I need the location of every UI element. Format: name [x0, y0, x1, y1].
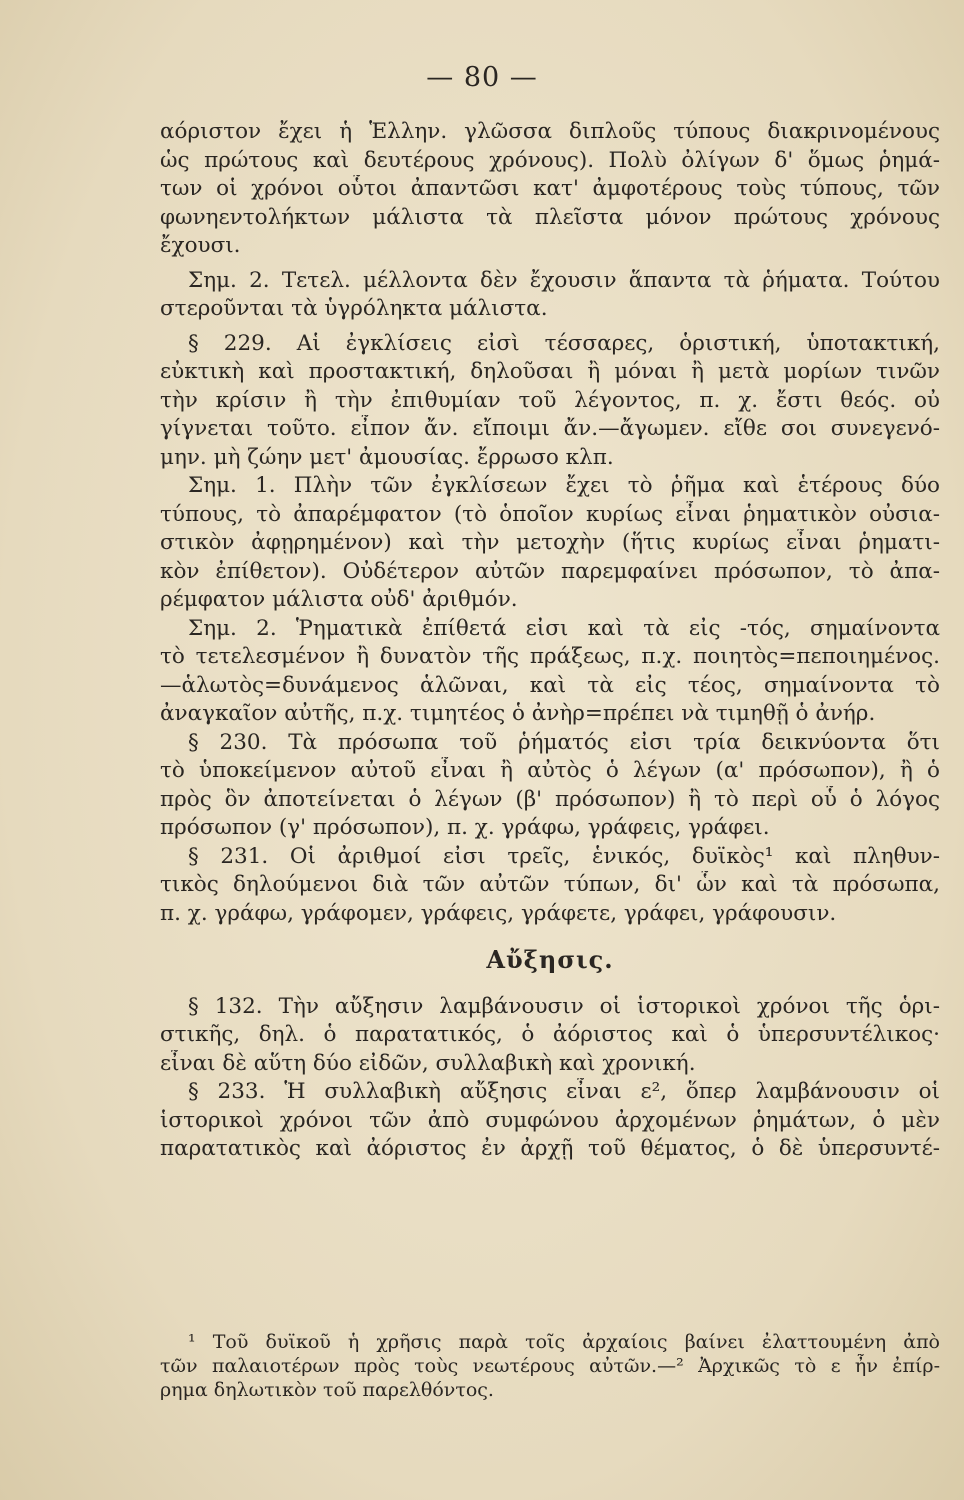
footnotes — [160, 1330, 940, 1402]
text-line: στικῆς, δηλ. ὁ παρατατικός, ὁ ἀόριστος καὶ ὁ ὑπερσυντέλικος· — [160, 1022, 940, 1047]
note-line: Σημ. 1. Πλὴν τῶν ἐγκλίσεων ἔχει τὸ ῥῆμα καὶ ἑτέρους δύο — [188, 473, 940, 498]
text-line: πρόσωπον (γ' πρόσωπον), π. χ. γράφω, γράφεις, γράφει. — [160, 815, 770, 840]
text-line: ἔχουσι. — [160, 233, 241, 258]
text-line: φωνηεντολήκτων μάλιστα τὰ πλεῖστα μόνον πρώτους χρόνους — [160, 204, 940, 230]
page-number: — 80 — — [426, 62, 538, 93]
text-line: μην. μὴ ζώην μετ' ἀμουσίας. ἔρρωσο κλπ. — [160, 444, 614, 470]
text-line: τύπους, τὸ ἀπαρέμφατον (τὸ ὁποῖον κυρίως εἶναι ῥηματικὸν οὐσια- — [160, 501, 940, 527]
text-line: π. χ. γράφω, γράφομεν, γράφεις, γράφετε, γράφει, γράφουσιν. — [160, 900, 837, 926]
section-229-line: § 229. Αἱ ἐγκλίσεις εἰσὶ τέσσαρες, ὁριστική, ὑποτακτική, — [188, 330, 940, 356]
text-line: εἶναι δὲ αὕτη δύο εἰδῶν, συλλαβικὴ καὶ χρονική. — [160, 1050, 696, 1076]
text-line: τὴν κρίσιν ἢ τὴν ἐπιθυμίαν τοῦ λέγοντος, π. χ. ἔστι θεός. οὐ — [160, 387, 940, 413]
section-132-line: § 132. Τὴν αὔξησιν λαμβάνουσιν οἱ ἱστορικοὶ χρόνοι τῆς ὁρι- — [188, 993, 940, 1019]
note-line: Σημ. 2. Ῥηματικὰ ἐπίθετά εἰσι καὶ τὰ εἰς -τός, σημαίνοντα — [188, 615, 940, 641]
text-line: κὸν ἐπίθετον). Οὐδέτερον αὐτῶν παρεμφαίνει πρόσωπον, τὸ ἀπα- — [160, 558, 940, 584]
section-230-line: § 230. Τὰ πρόσωπα τοῦ ῥήματός εἰσι τρία δεικνύοντα ὅτι — [188, 729, 940, 755]
text-line: αόριστον ἔχει ἡ Ἑλλην. γλῶσσα διπλοῦς τύπους διακρινομένους — [160, 119, 940, 144]
footnote-rule — [176, 1325, 536, 1326]
text-line: ὡς πρώτους καὶ δευτέρους χρόνους). Πολὺ ὀλίγων δ' ὅμως ῥημά- — [160, 147, 940, 173]
text-line: τὸ ὑποκείμενον αὐτοῦ εἶναι ἢ αὐτὸς ὁ λέγων (α' πρόσωπον), ἢ ὁ — [160, 758, 940, 783]
footnote-line: τῶν παλαιοτέρων πρὸς τοὺς νεωτέρους αὐτῶν.—² Ἀρχικῶς τὸ ε ἦν ἐπίρ- — [160, 1355, 940, 1377]
text-line: ἀναγκαῖον αὐτῆς, π.χ. τιμητέος ὁ ἀνὴρ=πρέπει νὰ τιμηθῇ ὁ ἀνήρ. — [160, 701, 876, 726]
footnote-line: ¹ Τοῦ δυϊκοῦ ἡ χρῆσις παρὰ τοῖς ἀρχαίοις βαίνει ἐλαττουμένη ἀπὸ — [188, 1331, 940, 1353]
footnote-line: ρημα δηλωτικὸν τοῦ παρελθόντος. — [160, 1379, 494, 1401]
section-233-line: § 233. Ἡ συλλαβικὴ αὔξησις εἶναι ε², ὅπερ λαμβάνουσιν οἱ — [188, 1079, 940, 1104]
text-line: παρατατικὸς καὶ ἀόριστος ἐν ἀρχῇ τοῦ θέματος, ὁ δὲ ὑπερσυντέ- — [160, 1136, 940, 1161]
text-line: στικὸν ἀφῃρημένον) καὶ τὴν μετοχὴν (ἥτις κυρίως εἶναι ῥηματι- — [160, 530, 940, 555]
note-line: Σημ. 2. Τετελ. μέλλοντα δὲν ἔχουσιν ἅπαντα τὰ ῥήματα. Τούτου — [188, 267, 940, 293]
main-text — [160, 118, 940, 1164]
text-line: πρὸς ὃν ἀποτείνεται ὁ λέγων (β' πρόσωπον) ἢ τὸ περὶ οὗ ὁ λόγος — [160, 786, 940, 812]
text-line: ἱστορικοὶ χρόνοι τῶν ἀπὸ συμφώνου ἀρχομένων ῥημάτων, ὁ μὲν — [160, 1107, 940, 1133]
text-line: τὸ τετελεσμένον ἢ δυνατὸν τῆς πράξεως, π.χ. ποιητὸς=πεποιημένος. — [160, 644, 940, 669]
text-line: γίγνεται τοῦτο. εἶπον ἄν. εἴποιμι ἄν.—ἄγωμεν. εἴθε σοι συνεγενό- — [160, 416, 940, 441]
note-line: στεροῦνται τὰ ὑγρόληκτα μάλιστα. — [160, 296, 548, 321]
text-line: των οἱ χρόνοι οὗτοι ἀπαντῶσι κατ' ἀμφοτέρους τοὺς τύπους, τῶν — [160, 176, 940, 201]
text-line: ρέμφατον μάλιστα οὐδ' ἀριθμόν. — [160, 587, 518, 612]
text-line: εὐκτικὴ καὶ προστακτική, δηλοῦσαι ἢ μόναι ἢ μετὰ μορίων τινῶν — [160, 359, 940, 384]
text-line: —ἁλωτὸς=δυνάμενος ἁλῶναι, καὶ τὰ εἰς τέος, σημαίνοντα τὸ — [160, 672, 940, 698]
text-line: τικὸς δηλούμενοι διὰ τῶν αὐτῶν τύπων, δι' ὧν καὶ τὰ πρόσωπα, — [160, 872, 940, 897]
section-231-line: § 231. Οἱ ἀριθμοί εἰσι τρεῖς, ἑνικός, δυϊκὸς¹ καὶ πληθυν- — [188, 843, 940, 869]
section-heading: Αὔξησις. — [486, 945, 614, 974]
